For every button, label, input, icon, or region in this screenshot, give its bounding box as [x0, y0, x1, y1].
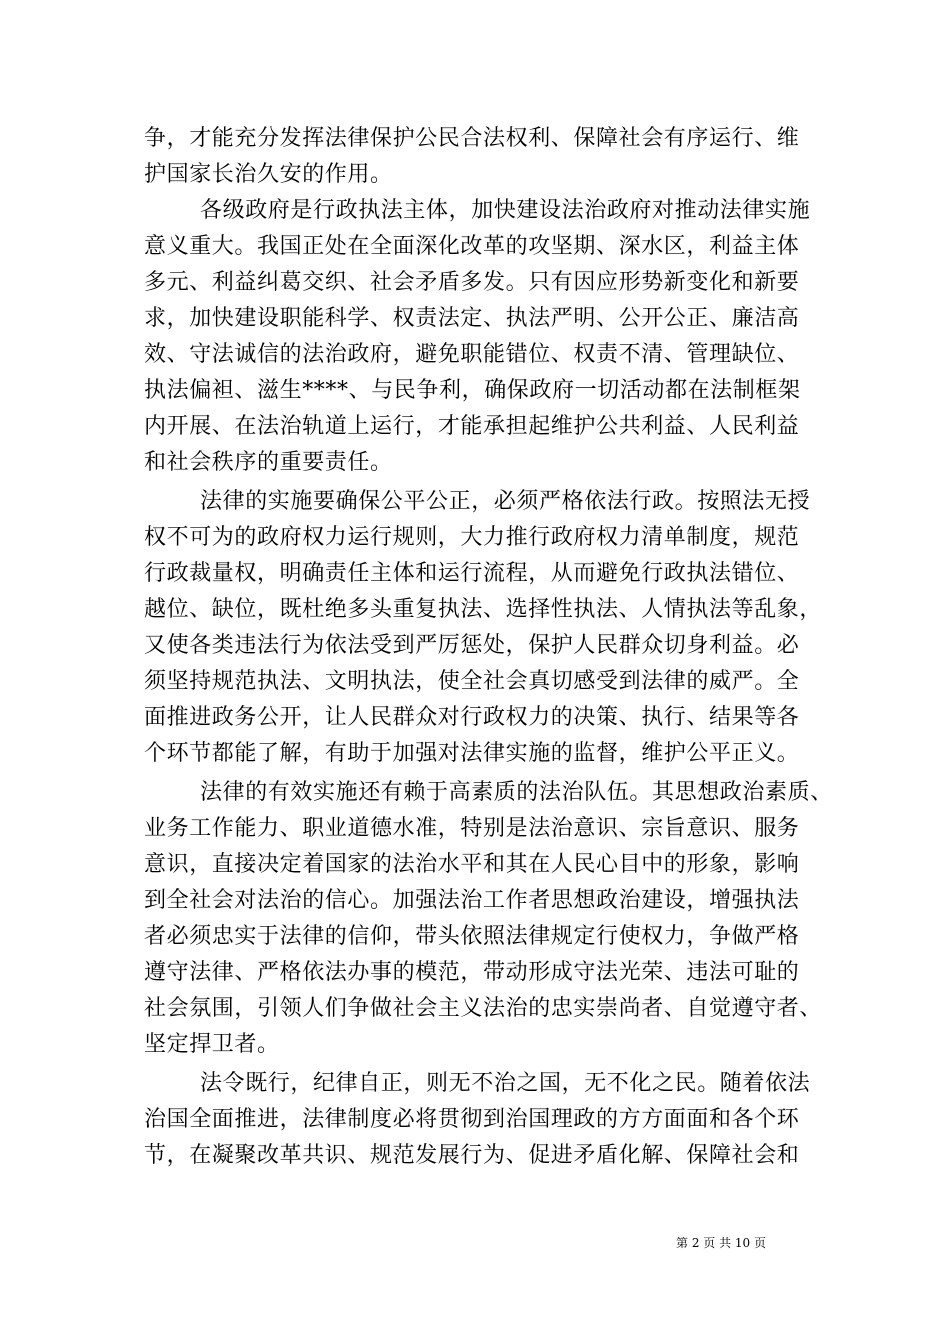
body-text-line: 意义重大。我国正处在全面深化改革的攻坚期、深水区，利益主体: [144, 234, 800, 259]
body-text-line: 治国全面推进，法律制度必将贯彻到治国理政的方方面面和各个环: [144, 1107, 800, 1132]
body-text-line: 社会氛围，引领人们争做社会主义法治的忠实崇尚者、自觉遵守者、: [144, 996, 823, 1021]
page-number-footer: 第 2 页 共 10 页: [676, 1236, 766, 1250]
body-text-line: 遵守法律、严格依法办事的模范，带动形成守法光荣、违法可耻的: [144, 960, 800, 985]
body-text-line: 又使各类违法行为依法受到严厉惩处，保护人民群众切身利益。必: [144, 633, 800, 658]
paragraph-start-line: 法律的有效实施还有赖于高素质的法治队伍。其思想政治素质、: [200, 780, 833, 805]
paragraph-start-line: 各级政府是行政执法主体，加快建设法治政府对推动法律实施: [200, 198, 811, 223]
body-text-line: 和社会秩序的重要责任。: [144, 450, 393, 475]
body-text-line: 越位、缺位，既杜绝多头重复执法、选择性执法、人情执法等乱象，: [144, 597, 823, 622]
body-text-line: 者必须忠实于法律的信仰，带头依照法律规定行使权力，争做严格: [144, 924, 800, 949]
body-text-line: 节，在凝聚改革共识、规范发展行为、促进矛盾化解、保障社会和: [144, 1143, 800, 1168]
body-text-line: 到全社会对法治的信心。加强法治工作者思想政治建设，增强执法: [144, 888, 800, 913]
body-text-line: 多元、利益纠葛交织、社会矛盾多发。只有因应形势新变化和新要: [144, 270, 800, 295]
paragraph-start-line: 法令既行，纪律自正，则无不治之国，无不化之民。随着依法: [200, 1071, 811, 1096]
body-text-line: 须坚持规范执法、文明执法，使全社会真切感受到法律的威严。全: [144, 669, 800, 694]
body-text-line: 业务工作能力、职业道德水准，特别是法治意识、宗旨意识、服务: [144, 816, 800, 841]
body-text-line: 意识，直接决定着国家的法治水平和其在人民心目中的形象，影响: [144, 852, 800, 877]
body-text-line: 面推进政务公开，让人民群众对行政权力的决策、执行、结果等各: [144, 705, 800, 730]
body-text-line: 执法偏袒、滋生****、与民争利，确保政府一切活动都在法制框架: [144, 378, 801, 403]
body-text-line: 效、守法诚信的法治政府，避免职能错位、权责不清、管理缺位、: [144, 342, 800, 367]
body-text-line: 内开展、在法治轨道上运行，才能承担起维护公共利益、人民利益: [144, 414, 800, 439]
body-text-line: 权不可为的政府权力运行规则，大力推行政府权力清单制度，规范: [144, 525, 800, 550]
body-text-line: 个环节都能了解，有助于加强对法律实施的监督，维护公平正义。: [144, 741, 800, 766]
body-text-line: 行政裁量权，明确责任主体和运行流程，从而避免行政执法错位、: [144, 561, 800, 586]
body-text-line: 争，才能充分发挥法律保护公民合法权利、保障社会有序运行、维: [144, 126, 800, 151]
body-text-line: 坚定捍卫者。: [144, 1032, 280, 1057]
body-text-line: 护国家长治久安的作用。: [144, 162, 393, 187]
paragraph-start-line: 法律的实施要确保公平公正，必须严格依法行政。按照法无授: [200, 489, 811, 514]
body-text-line: 求，加快建设职能科学、权责法定、执法严明、公开公正、廉洁高: [144, 306, 800, 331]
